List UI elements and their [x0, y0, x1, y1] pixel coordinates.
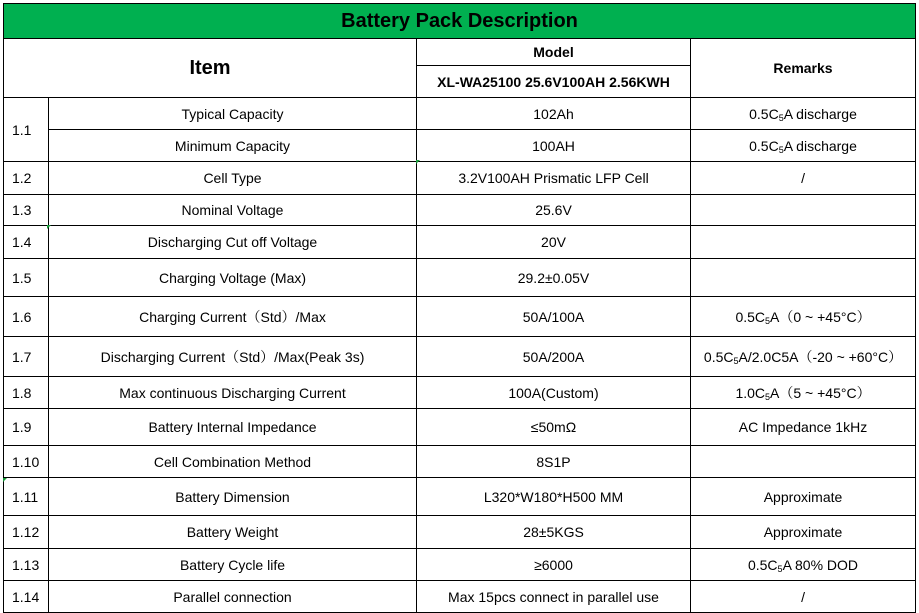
- model-value-cell: 29.2±0.05V: [417, 259, 691, 297]
- item-cell: Battery Internal Impedance: [49, 409, 417, 446]
- table-row: [4, 130, 916, 162]
- remarks-cell: [691, 549, 916, 581]
- table-row: [4, 297, 916, 337]
- remark-text: /: [801, 170, 805, 186]
- row-number: 1.10: [4, 446, 49, 478]
- item-cell: Cell Combination Method: [49, 446, 417, 478]
- table-row: [4, 98, 916, 130]
- remarks-cell: [691, 130, 916, 162]
- item-cell: Charging Voltage (Max): [49, 259, 417, 297]
- comment-marker: [47, 225, 51, 229]
- remarks-cell: [691, 297, 916, 337]
- header-row: [4, 39, 916, 66]
- comment-marker: [3, 478, 7, 482]
- model-value-cell: ≥6000: [417, 549, 691, 581]
- battery-spec-table: [3, 3, 916, 613]
- remark-text: Approximate: [763, 524, 843, 540]
- remark-text: AC Impedance 1kHz: [738, 419, 868, 435]
- item-cell: Max continuous Discharging Current: [49, 377, 417, 409]
- item-cell: Discharging Cut off Voltage: [49, 226, 417, 259]
- table-row: [4, 195, 916, 226]
- item-cell: Nominal Voltage: [49, 195, 417, 226]
- remark-text: 0.5C: [749, 105, 779, 122]
- table-row: [4, 581, 916, 613]
- row-number: 1.7: [4, 337, 49, 377]
- remark-subscript: 5: [733, 355, 739, 366]
- remarks-header: Remarks: [691, 39, 916, 98]
- table-row: [4, 337, 916, 377]
- table-row: [4, 259, 916, 297]
- model-value-cell: 100AH: [417, 130, 691, 162]
- item-cell: Charging Current（Std）/Max: [49, 297, 417, 337]
- model-value-cell: 50A/200A: [417, 337, 691, 377]
- model-value-cell: 100A(Custom): [417, 377, 691, 409]
- remarks-cell: [691, 409, 916, 446]
- row-number: 1.2: [4, 162, 49, 195]
- row-number: 1.6: [4, 297, 49, 337]
- remark-text-suffix: A/2.0C5A（-20 ~ +60°C）: [738, 348, 903, 365]
- row-number: 1.1: [4, 98, 49, 162]
- remarks-cell: [691, 446, 916, 478]
- remark-text: 1.0C: [735, 384, 766, 401]
- remark-text: Approximate: [763, 488, 843, 505]
- remarks-cell: [691, 581, 916, 613]
- remark-subscript: 5: [778, 112, 784, 123]
- item-cell: Parallel connection: [49, 581, 417, 613]
- model-value-cell: 50A/100A: [417, 297, 691, 337]
- item-cell: Discharging Current（Std）/Max(Peak 3s): [49, 337, 417, 377]
- table-body: [4, 4, 916, 613]
- remark-text: 0.5C: [749, 137, 779, 154]
- remark-subscript: 5: [777, 563, 783, 574]
- model-value-cell: 8S1P: [417, 446, 691, 478]
- item-cell: Battery Dimension: [49, 478, 417, 516]
- table-row: [4, 409, 916, 446]
- remarks-cell: [691, 516, 916, 549]
- remark-subscript: 5: [778, 144, 784, 155]
- remark-text: /: [801, 588, 805, 605]
- remark-text: 0.5C: [735, 308, 766, 325]
- remark-text-suffix: A 80% DOD: [782, 556, 859, 573]
- model-value-cell: 25.6V: [417, 195, 691, 226]
- row-number: 1.8: [4, 377, 49, 409]
- model-value-cell: 28±5KGS: [417, 516, 691, 549]
- remarks-cell: [691, 377, 916, 409]
- model-value-cell: ≤50mΩ: [417, 409, 691, 446]
- remark-text: 0.5C: [703, 348, 734, 365]
- item-header: Item: [4, 39, 417, 98]
- remarks-cell: [691, 478, 916, 516]
- remark-text: 0.5C: [747, 556, 778, 573]
- model-value-cell: Max 15pcs connect in parallel use: [417, 581, 691, 613]
- table-title: Battery Pack Description: [4, 4, 916, 39]
- table-row: [4, 549, 916, 581]
- remarks-cell: [691, 98, 916, 130]
- remark-text-suffix: A discharge: [783, 105, 857, 122]
- item-cell: Battery Cycle life: [49, 549, 417, 581]
- model-value-cell: 102Ah: [417, 98, 691, 130]
- title-row: [4, 4, 916, 39]
- remark-text-suffix: A（0 ~ +45°C）: [770, 308, 871, 325]
- model-value-cell: 20V: [417, 226, 691, 259]
- row-number: 1.12: [4, 516, 49, 549]
- remarks-cell: [691, 337, 916, 377]
- table-row: [4, 377, 916, 409]
- item-cell: Typical Capacity: [49, 98, 417, 130]
- row-number: 1.9: [4, 409, 49, 446]
- row-number: 1.14: [4, 581, 49, 613]
- comment-marker: [416, 160, 420, 164]
- row-number: 1.4: [4, 226, 49, 259]
- item-cell: Battery Weight: [49, 516, 417, 549]
- table-row: [4, 478, 916, 516]
- model-header: Model: [417, 39, 691, 66]
- row-number: 1.13: [4, 549, 49, 581]
- model-value: XL-WA25100 25.6V100AH 2.56KWH: [417, 66, 691, 98]
- row-number: 1.11: [4, 478, 49, 516]
- item-cell: Minimum Capacity: [49, 130, 417, 162]
- remarks-cell: [691, 195, 916, 226]
- remark-text-suffix: A（5 ~ +45°C）: [770, 384, 871, 401]
- table-row: [4, 516, 916, 549]
- table-row: [4, 446, 916, 478]
- remark-subscript: 5: [765, 391, 771, 402]
- table-row: [4, 226, 916, 259]
- model-value-cell: 3.2V100AH Prismatic LFP Cell: [417, 162, 691, 195]
- row-number: 1.3: [4, 195, 49, 226]
- item-cell: Cell Type: [49, 162, 417, 195]
- model-value-cell: L320*W180*H500 MM: [417, 478, 691, 516]
- remarks-cell: [691, 259, 916, 297]
- remark-subscript: 5: [765, 315, 771, 326]
- remarks-cell: [691, 226, 916, 259]
- remarks-cell: [691, 162, 916, 195]
- remark-text-suffix: A discharge: [783, 137, 857, 154]
- row-number: 1.5: [4, 259, 49, 297]
- table-row: [4, 162, 916, 195]
